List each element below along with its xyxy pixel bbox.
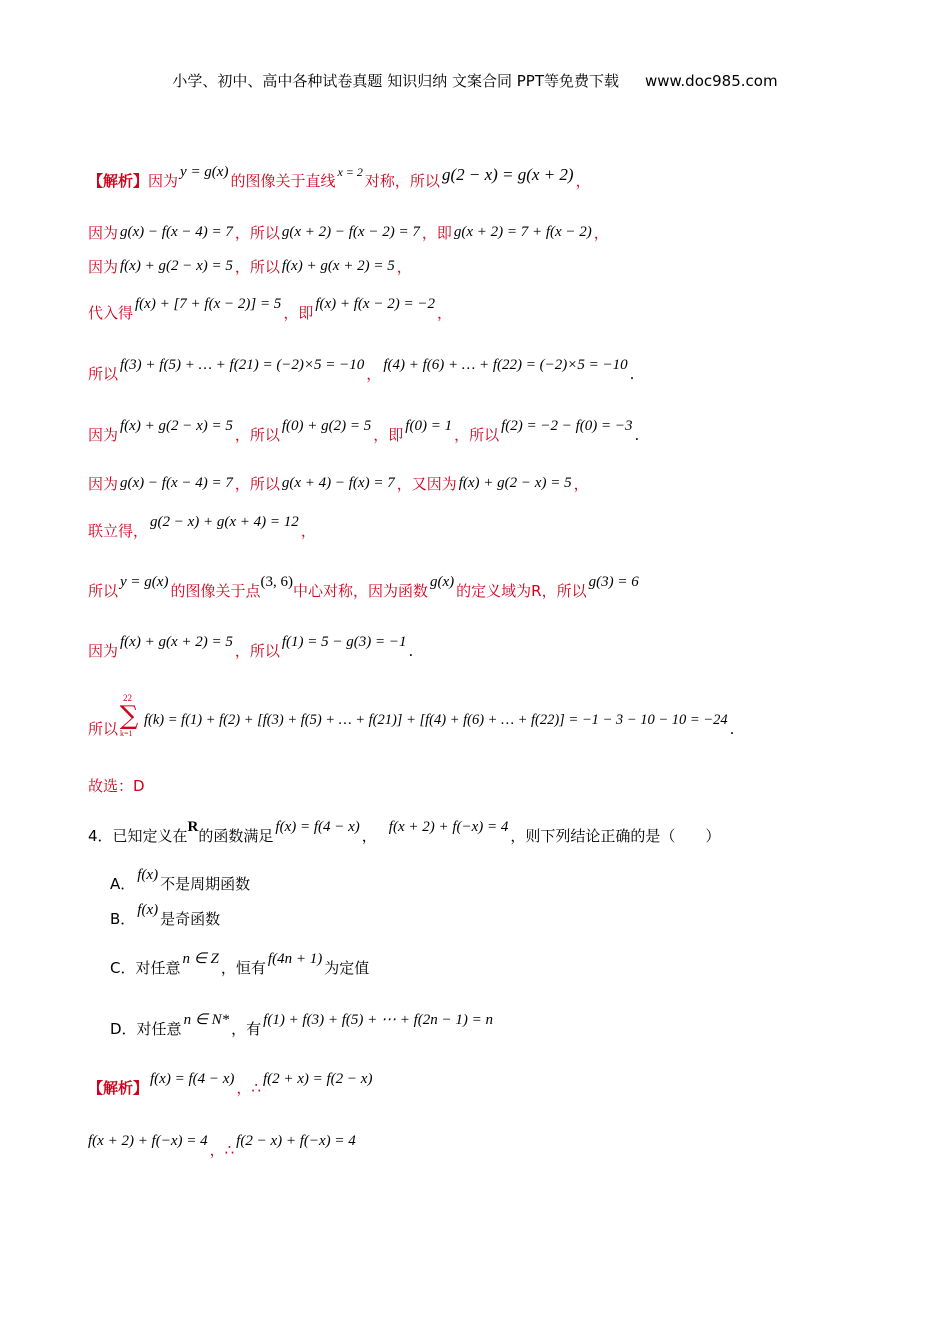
- sum-lower: k=1: [120, 729, 133, 738]
- text: ，又因为: [396, 475, 457, 493]
- option-label: B．: [110, 910, 136, 928]
- math: x = 2: [337, 165, 363, 179]
- text: ，∴: [209, 1141, 235, 1159]
- solution-line-11: [88, 693, 735, 739]
- math: f(4) + f(6) + … + f(22) = (−2)×5 = −10: [383, 357, 628, 373]
- text: 因为: [88, 642, 119, 660]
- text: 所以: [88, 720, 119, 738]
- math: f(x): [137, 902, 159, 918]
- text: ，: [396, 258, 412, 276]
- text: 所以: [88, 582, 119, 600]
- text: 的定义域为R，所以: [456, 582, 587, 600]
- text: 因为: [88, 426, 119, 444]
- text: ，所以: [234, 642, 280, 660]
- option-text: 是奇函数: [160, 910, 221, 928]
- text: ，∴: [236, 1079, 261, 1097]
- solution-line-1: [88, 164, 591, 191]
- text: ，则下列结论正确的是（ ）: [510, 827, 721, 845]
- math: g(x + 4) − f(x) = 7: [281, 475, 395, 491]
- text: .: [629, 365, 635, 383]
- text: 4．已知定义在: [88, 827, 188, 845]
- math: f(2 − x) + f(−x) = 4: [236, 1133, 356, 1149]
- text: .: [634, 426, 640, 444]
- option-a[interactable]: [110, 867, 251, 894]
- math: f(x + 2) + f(−x) = 4: [88, 1133, 208, 1149]
- text: ，即: [283, 304, 314, 322]
- option-text: 为定值: [324, 959, 370, 977]
- option-c[interactable]: [110, 951, 370, 978]
- text: ，所以: [454, 426, 500, 444]
- option-b[interactable]: [110, 902, 221, 929]
- sum-upper: 22: [123, 693, 133, 703]
- math: n ∈ N*: [183, 1012, 230, 1028]
- text: ，所以: [234, 258, 280, 276]
- option-label: C．对任意: [110, 959, 181, 977]
- math: f(k) = f(1) + f(2) + [f(3) + f(5) + … + f(21)] + [f(4) + f(6) + … + f(22)] = −1 − 3 − 10 − 10 = −24: [144, 712, 728, 728]
- math: g(2 − x) + g(x + 4) = 12: [150, 514, 299, 530]
- text: ，: [366, 365, 382, 383]
- option-label: D．对任意: [110, 1020, 182, 1038]
- text: 因为: [88, 475, 119, 493]
- math: f(2) = −2 − f(0) = −3: [501, 418, 633, 434]
- math: f(x) + g(x + 2) = 5: [281, 258, 395, 274]
- math: g(x): [429, 574, 455, 590]
- text: ，所以: [234, 475, 280, 493]
- header-site[interactable]: www.doc985.com: [644, 72, 778, 90]
- solution2-line-2: [88, 1133, 358, 1160]
- text: 代入得: [88, 304, 134, 322]
- solution-line-4: [88, 296, 452, 323]
- option-mid: ，有: [231, 1020, 262, 1038]
- math: f(x) + g(2 − x) = 5: [120, 418, 233, 434]
- math: g(x + 2) − f(x − 2) = 7: [281, 224, 420, 240]
- math: f(x) = f(4 − x): [275, 819, 360, 835]
- text: 因为: [88, 224, 119, 242]
- text: ，所以: [234, 224, 280, 242]
- text: ，: [573, 475, 589, 493]
- text: ，: [436, 304, 452, 322]
- math: f(2 + x) = f(2 − x): [262, 1071, 373, 1087]
- math: f(x) + g(2 − x) = 5: [458, 475, 572, 491]
- math: f(x) + [7 + f(x − 2)] = 5: [135, 296, 282, 312]
- math: g(x + 2) = 7 + f(x − 2): [453, 224, 592, 240]
- math: g(3) = 6: [588, 574, 639, 590]
- math: f(x) + g(x + 2) = 5: [120, 634, 233, 650]
- math: f(x) = f(4 − x): [150, 1071, 235, 1087]
- header-text: 小学、初中、高中各种试卷真题 知识归纳 文案合同 PPT等免费下载: [172, 72, 619, 90]
- text: 因为: [88, 258, 119, 276]
- answer: 故选：D: [88, 777, 145, 795]
- solution2-line-1: [88, 1071, 374, 1098]
- solution-line-3: [88, 256, 412, 277]
- text: ，: [300, 522, 316, 540]
- solution-line-8: [88, 514, 316, 541]
- analysis-tag: 【解析】: [88, 172, 149, 190]
- solution-line-5: [88, 357, 635, 384]
- math: g(x) − f(x − 4) = 7: [120, 224, 233, 240]
- math: f(1) = 5 − g(3) = −1: [281, 634, 407, 650]
- page-header: [0, 70, 950, 91]
- math: f(x) + f(x − 2) = −2: [315, 296, 435, 312]
- math: R: [187, 819, 199, 835]
- text: ，: [593, 224, 609, 242]
- text: 对称，所以: [364, 172, 440, 190]
- text: ，所以: [234, 426, 280, 444]
- solution-line-7: [88, 473, 589, 494]
- math: f(3) + f(5) + … + f(21) = (−2)×5 = −10: [120, 357, 365, 373]
- option-text: 不是周期函数: [160, 875, 251, 893]
- math: g(2 − x) = g(x + 2): [441, 165, 574, 184]
- text: ，即: [421, 224, 452, 242]
- text: .: [408, 642, 414, 660]
- text: 因为: [148, 172, 179, 190]
- math: n ∈ Z: [182, 951, 219, 967]
- solution-line-9: [88, 574, 641, 601]
- text: .: [729, 720, 735, 738]
- math: f(1) + f(3) + f(5) + ⋯ + f(2n − 1) = n: [263, 1012, 494, 1028]
- option-mid: ，恒有: [220, 959, 266, 977]
- text: 所以: [88, 365, 119, 383]
- text: ，即: [373, 426, 404, 444]
- text: 中心对称，因为函数: [292, 582, 428, 600]
- text: ，: [361, 827, 377, 845]
- solution-line-2: [88, 222, 609, 243]
- question-4: [88, 819, 721, 846]
- math: f(x) + g(2 − x) = 5: [120, 258, 233, 274]
- math: f(x + 2) + f(−x) = 4: [388, 819, 509, 835]
- math: (3, 6): [260, 574, 293, 590]
- math: f(4n + 1): [267, 951, 323, 967]
- math: y = g(x): [180, 164, 229, 180]
- math: y = g(x): [120, 574, 169, 590]
- solution-line-10: [88, 634, 414, 661]
- text: 的函数满足: [198, 827, 274, 845]
- text: 联立得，: [88, 522, 149, 540]
- math: g(x) − f(x − 4) = 7: [120, 475, 233, 491]
- text: 的图像关于点: [170, 582, 261, 600]
- math: f(x): [137, 867, 159, 883]
- summation-symbol: 22 ∑ k=1: [119, 693, 139, 738]
- option-label: A．: [110, 875, 136, 893]
- text: ，: [575, 172, 591, 190]
- math: f(0) = 1: [405, 418, 453, 434]
- answer-line: [88, 775, 145, 796]
- analysis-tag: 【解析】: [88, 1079, 149, 1097]
- option-d[interactable]: [110, 1012, 495, 1039]
- text: 的图像关于直线: [230, 172, 336, 190]
- math: f(0) + g(2) = 5: [281, 418, 372, 434]
- solution-line-6: [88, 418, 640, 445]
